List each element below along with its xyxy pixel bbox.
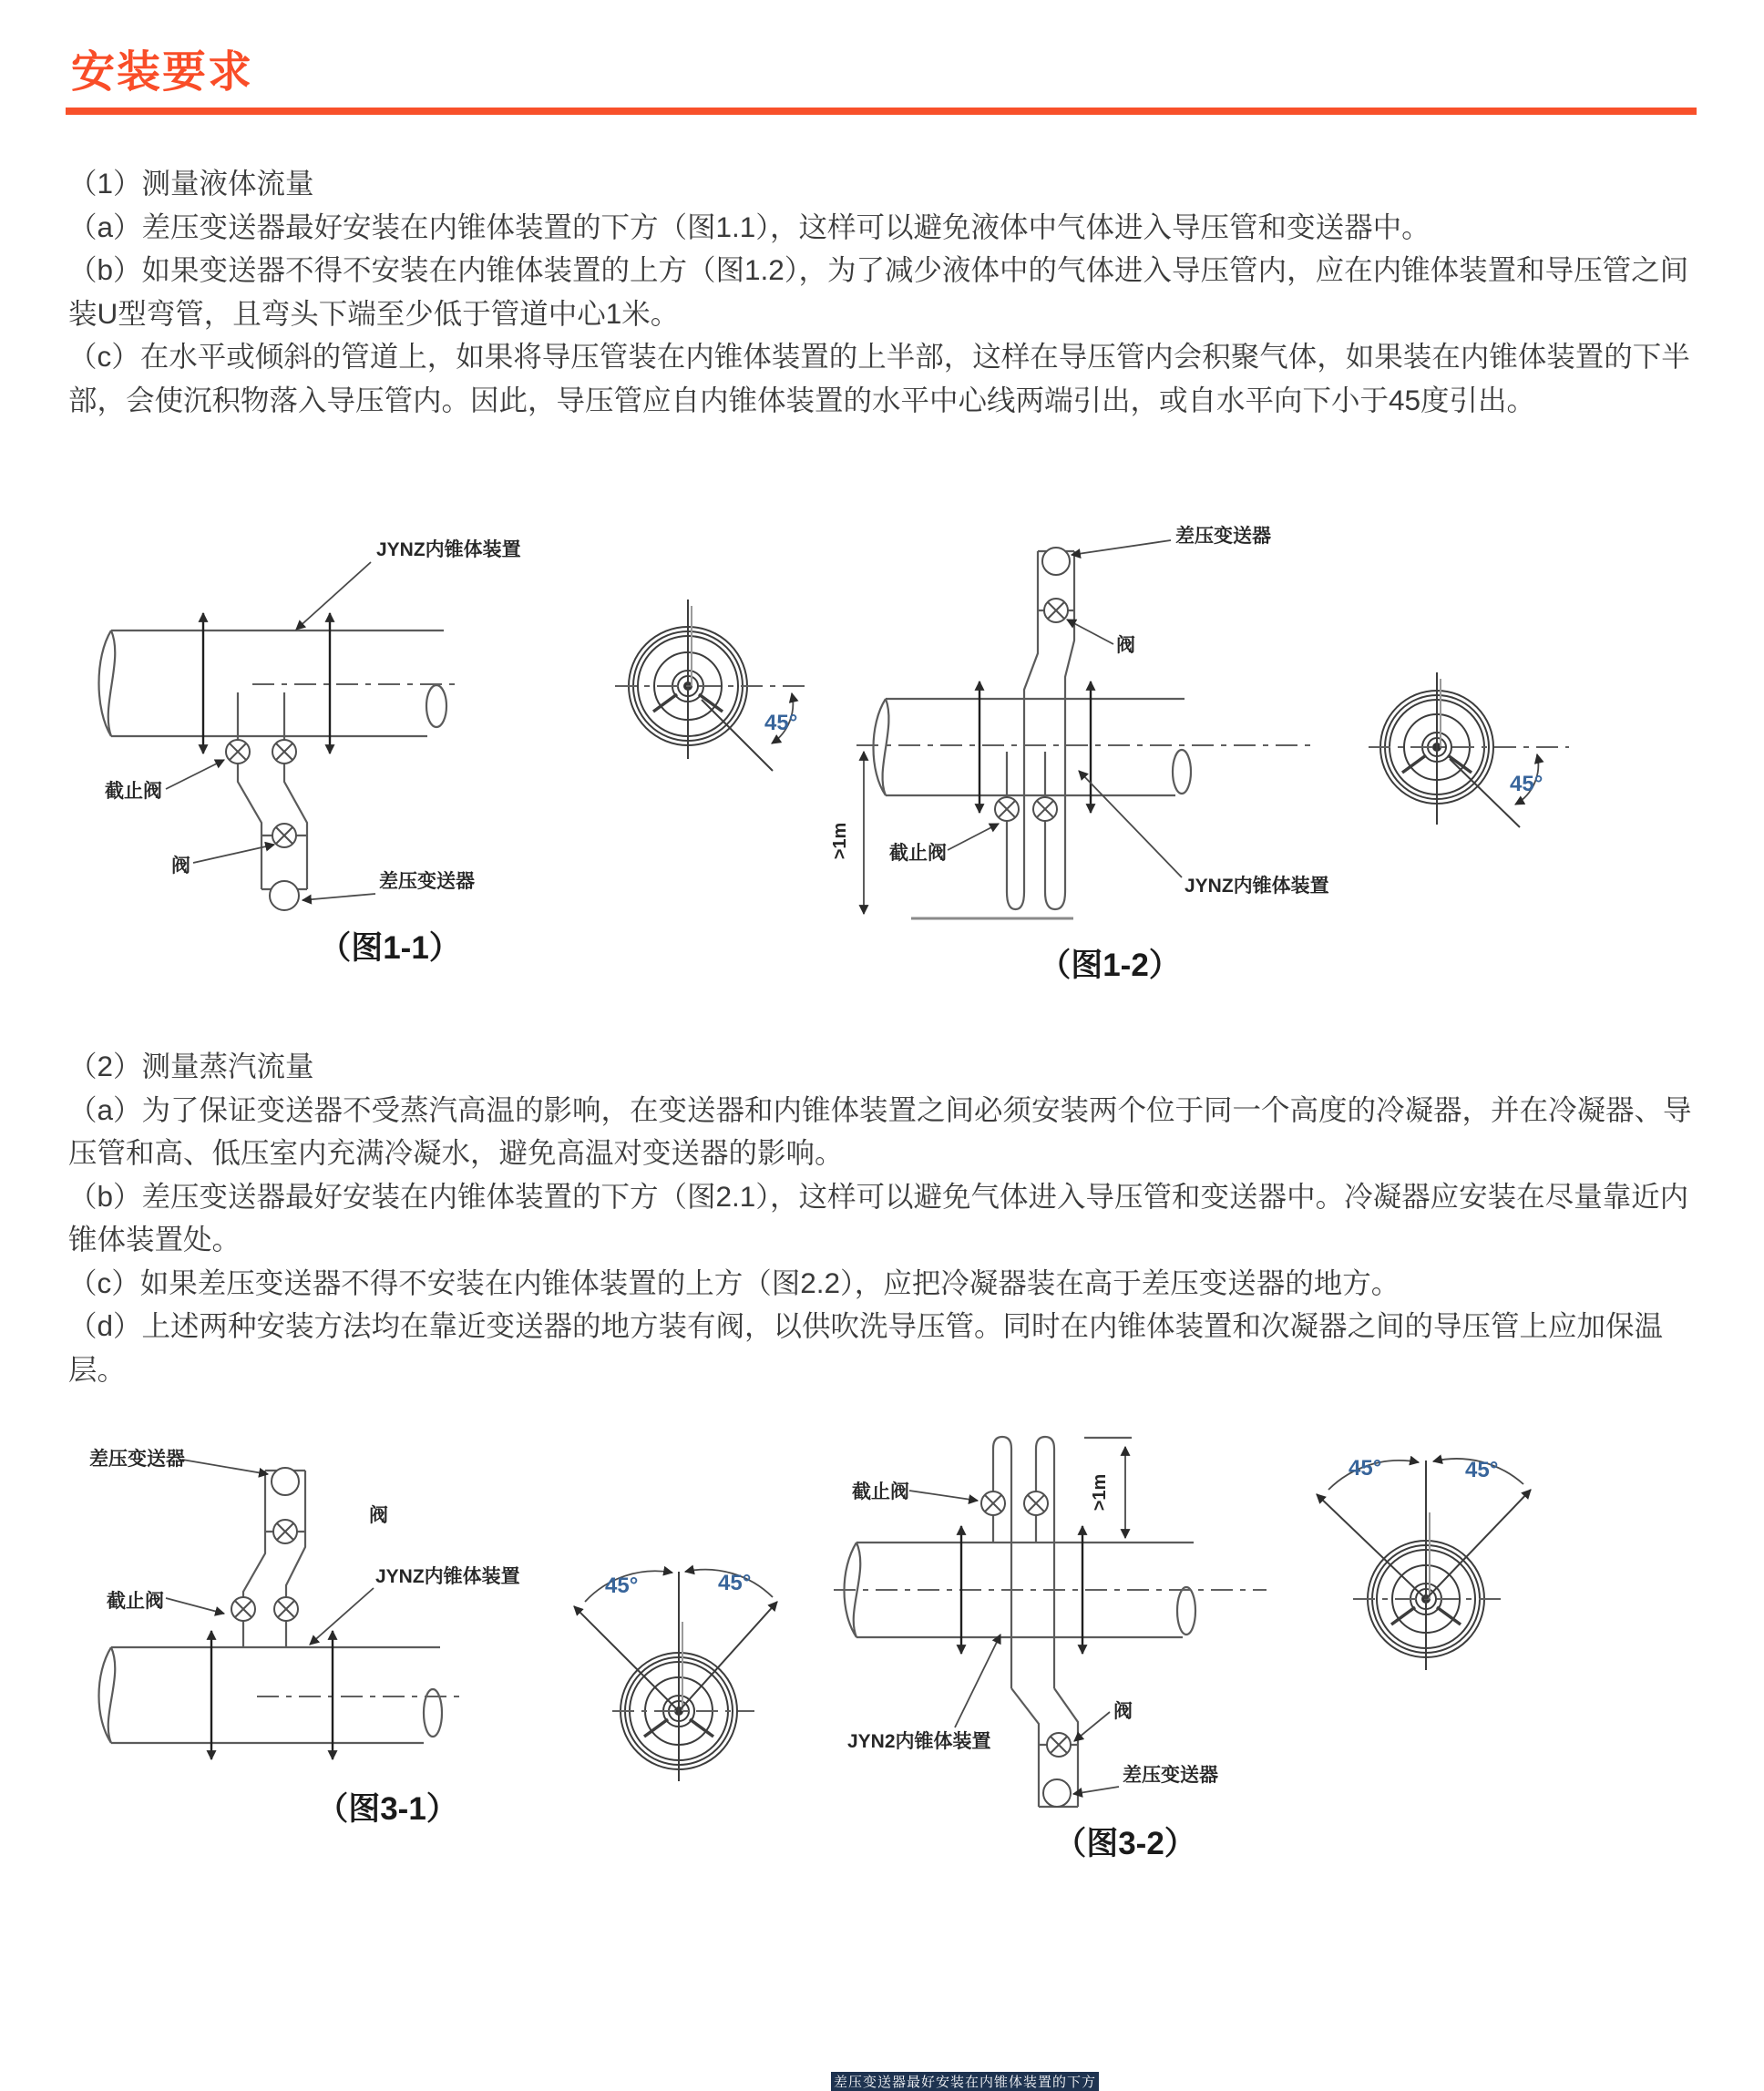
transmitter-icon	[270, 881, 299, 910]
label-transmitter: 差压变送器	[1175, 526, 1271, 547]
label-transmitter: 差压变送器	[379, 871, 475, 892]
cross-section-drawing	[1317, 1459, 1531, 1670]
page-title: 安装要求	[71, 48, 254, 97]
stop-valve-icon	[274, 1597, 298, 1621]
paragraph-c: （c）如果差压变送器不得不安装在内锥体装置的上方（图2.2），应把冷凝器装在高于差压变送器的地方。	[68, 1266, 1400, 1299]
section-steam-flow	[68, 1045, 1699, 1391]
leader-line	[909, 1491, 978, 1501]
cross-section-drawing	[574, 1570, 777, 1781]
figure-3-2-diagram	[793, 1403, 1339, 1863]
section-heading: （2）测量蒸汽流量	[68, 1050, 314, 1082]
label-cone-device: JYNZ内锥体装置	[376, 539, 521, 560]
section-heading: （1）测量液体流量	[68, 167, 314, 200]
label-stop-valve: 截止阀	[107, 1591, 164, 1612]
angle-label: 45°	[1465, 1458, 1499, 1482]
label-cone-device: JYN2内锥体装置	[847, 1731, 991, 1752]
paragraph-b: （b）差压变送器最好安装在内锥体装置的下方（图2.1），这样可以避免气体进入导压管和变送器中。冷凝器应安装在尽量靠近内锥体装置处。	[68, 1179, 1689, 1256]
leader-line	[1073, 1787, 1119, 1794]
valve-icon	[1047, 1733, 1071, 1757]
leader-line	[948, 824, 999, 850]
stop-valve-icon	[231, 1597, 255, 1621]
pipe-cross-section-double-45deg	[1294, 1417, 1613, 1690]
paragraph-b: （b）如果变送器不得不安装在内锥体装置的上方（图1.2），为了减少液体中的气体进入导压管内，应在内锥体装置和导压管之间装U型弯管，且弯头下端至少低于管道中心1米。	[68, 253, 1689, 330]
figure-caption: （图3-1）	[316, 1791, 458, 1827]
label-stop-valve: 截止阀	[889, 843, 947, 864]
label-transmitter: 差压变送器	[89, 1449, 185, 1470]
leader-line	[303, 894, 375, 900]
figure-1-1-diagram	[55, 506, 574, 966]
angle-label: 45°	[764, 711, 798, 735]
cross-section-drawing	[1369, 672, 1569, 827]
figure-caption: （图3-2）	[1054, 1826, 1196, 1861]
leader-line	[1072, 540, 1171, 555]
clipped-next-section-text: 差压变送器最好安装在内锥体装置的下方	[831, 2072, 1099, 2091]
stop-valve-icon	[981, 1491, 1005, 1515]
valve-icon	[272, 824, 296, 847]
dimension-label: >1m	[1090, 1473, 1110, 1512]
leader-line	[310, 1588, 374, 1645]
angle-label: 45°	[1510, 772, 1544, 796]
label-valve: 阀	[1116, 635, 1135, 656]
valve-icon	[273, 1520, 297, 1543]
transmitter-icon	[1042, 548, 1070, 575]
label-valve: 阀	[1113, 1701, 1133, 1722]
paragraph-d: （d）上述两种安装方法均在靠近变送器的地方装有阀，以供吹洗导压管。同时在内锥体装置和次凝器之间的导压管上应加保温层。	[68, 1309, 1664, 1386]
transmitter-icon	[272, 1468, 299, 1495]
leader-line	[1074, 1712, 1110, 1741]
title-underline	[66, 108, 1697, 115]
section-liquid-flow	[68, 162, 1699, 422]
label-stop-valve: 截止阀	[105, 781, 162, 802]
figure-caption: （图1-1）	[319, 930, 461, 966]
valve-icon	[1044, 599, 1068, 622]
figure-caption: （图1-2）	[1039, 948, 1181, 983]
paragraph-a: （a）为了保证变送器不受蒸汽高温的影响，在变送器和内锥体装置之间必须安装两个位于同一个高度的冷凝器，并在冷凝器、导压管和高、低压室内充满冷凝水，避免高温对变送器的影响。	[68, 1092, 1692, 1169]
leader-line	[296, 562, 371, 630]
label-valve: 阀	[171, 856, 190, 876]
stop-valve-icon	[1033, 797, 1057, 821]
angle-label: 45°	[718, 1571, 752, 1595]
pipe-cross-section-45deg	[1303, 638, 1595, 866]
label-cone-device: JYNZ内锥体装置	[1185, 876, 1329, 897]
label-cone-device: JYNZ内锥体装置	[375, 1566, 520, 1587]
stop-valve-icon	[995, 797, 1019, 821]
paragraph-a: （a）差压变送器最好安装在内锥体装置的下方（图1.1），这样可以避免液体中气体进入导压管和变送器中。	[68, 210, 1431, 243]
paragraph-c: （c）在水平或倾斜的管道上，如果将导压管装在内锥体装置的上半部，这样在导压管内会积聚气体，如果装在内锥体装置的下半部，会使沉积物落入导压管内。因此，导压管应自内锥体装置的水平中心线两端引出，或自水平向下小于45度引出。	[68, 340, 1690, 416]
leader-line	[166, 1598, 224, 1614]
angle-label: 45°	[605, 1573, 639, 1598]
figure-3-1-diagram	[55, 1412, 583, 1840]
label-stop-valve: 截止阀	[852, 1481, 909, 1502]
stop-valve-icon	[1024, 1491, 1048, 1515]
stop-valve-icon	[272, 740, 296, 764]
stop-valve-icon	[226, 740, 250, 764]
leader-line	[1079, 771, 1182, 877]
cross-section-drawing	[615, 600, 806, 771]
transmitter-icon	[1043, 1779, 1071, 1807]
angle-label: 45°	[1349, 1456, 1382, 1481]
dimension-label: >1m	[830, 822, 850, 860]
leader-line	[182, 1460, 268, 1474]
label-transmitter: 差压变送器	[1123, 1765, 1218, 1786]
label-valve: 阀	[369, 1505, 388, 1526]
leader-line	[166, 760, 224, 789]
